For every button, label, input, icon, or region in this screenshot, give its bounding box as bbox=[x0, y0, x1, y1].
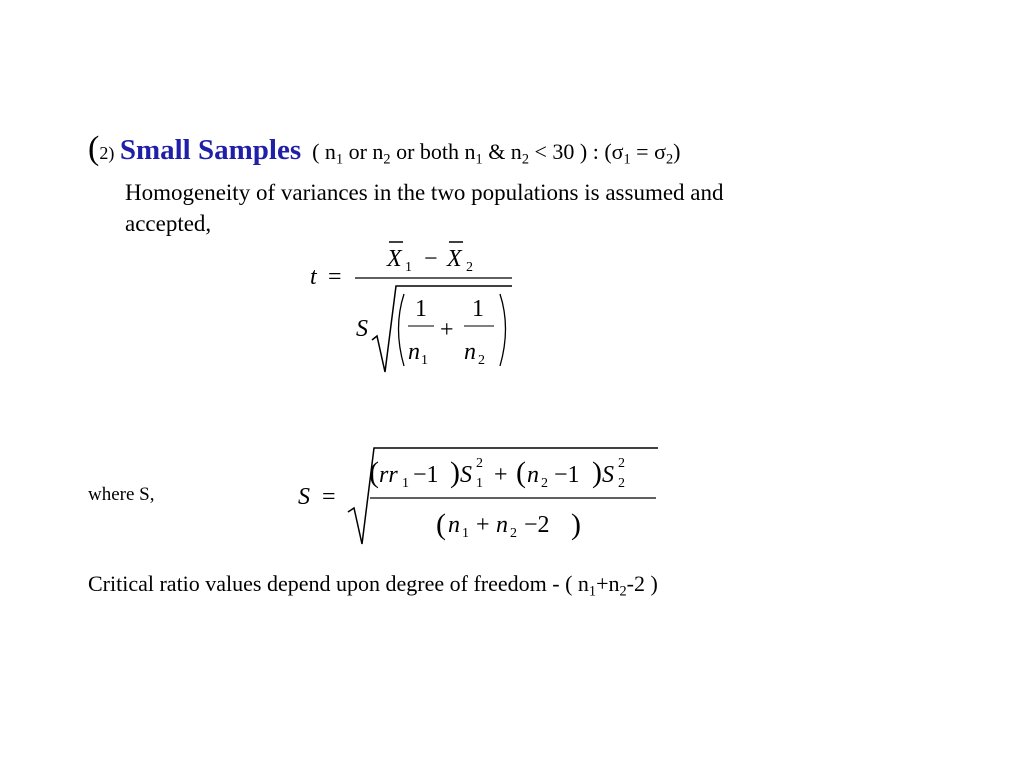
den-n1-subscript: 1 bbox=[462, 526, 469, 541]
frac2-numerator: 1 bbox=[472, 296, 484, 322]
frac2-n: n bbox=[464, 339, 476, 365]
num-minus-one-1: −1 bbox=[413, 462, 439, 488]
num-n2: n bbox=[527, 462, 539, 488]
den-minus-two: −2 bbox=[524, 512, 550, 538]
x1-subscript: 1 bbox=[405, 260, 412, 275]
x2-subscript: 2 bbox=[466, 260, 473, 275]
num-rr-subscript: 1 bbox=[402, 476, 409, 491]
t-equals: = bbox=[328, 264, 342, 290]
num-s2-sup: 2 bbox=[618, 456, 625, 471]
x1-symbol: X bbox=[387, 246, 402, 272]
num-s1-sub: 1 bbox=[476, 476, 483, 491]
right-paren bbox=[500, 294, 506, 366]
num-open-paren-2: ( bbox=[516, 456, 526, 489]
pooled-s-symbol: S bbox=[356, 316, 368, 342]
num-s1-sup: 2 bbox=[476, 456, 483, 471]
num-s2: S bbox=[602, 462, 614, 488]
inner-plus: + bbox=[440, 317, 454, 343]
description-line-2: accepted, bbox=[125, 211, 212, 236]
where-label: where S, bbox=[88, 484, 155, 505]
sample-condition: ( $n_1$ or $n_2$ or both $n_1$ & $n_2 < 30$ ) : $(\sigma_1 = \sigma_2)$ bbox=[312, 139, 681, 168]
x2-symbol: X bbox=[447, 246, 462, 272]
num-plus: + bbox=[494, 462, 508, 488]
numerator-minus: − bbox=[424, 246, 438, 272]
num-s2-sub: 2 bbox=[618, 476, 625, 491]
open-paren: ( bbox=[88, 130, 100, 167]
den-open-paren: ( bbox=[436, 508, 446, 541]
num-s1: S bbox=[460, 462, 472, 488]
den-n1: n bbox=[448, 512, 460, 538]
left-paren bbox=[399, 294, 405, 366]
frac1-numerator: 1 bbox=[415, 296, 427, 322]
den-n2-subscript: 2 bbox=[510, 526, 517, 541]
den-close-paren: ) bbox=[571, 508, 581, 541]
t-symbol: t bbox=[310, 264, 317, 290]
num-rr: rr bbox=[379, 462, 398, 488]
num-close-paren-1: ) bbox=[450, 456, 460, 489]
num-minus-one-2: −1 bbox=[554, 462, 580, 488]
frac2-subscript: 2 bbox=[478, 353, 485, 368]
critical-ratio-note: Critical ratio values depend upon degree of freedom - ( $n_1+n_2-2$ ) bbox=[88, 571, 658, 600]
den-n2: n bbox=[496, 512, 508, 538]
den-plus: + bbox=[476, 512, 490, 538]
s-equals: = bbox=[322, 484, 336, 510]
t-statistic-formula bbox=[300, 232, 530, 382]
description-line-1: Homogeneity of variances in the two populations is assumed and bbox=[125, 180, 724, 205]
section-number: 2) bbox=[99, 143, 115, 163]
num-n2-subscript: 2 bbox=[541, 476, 548, 491]
section-heading bbox=[88, 132, 680, 166]
num-open-paren-1: ( bbox=[369, 456, 379, 489]
section-title: Small Samples bbox=[119, 134, 302, 166]
frac1-n: n bbox=[408, 339, 420, 365]
s-lhs-symbol: S bbox=[298, 484, 310, 510]
frac1-subscript: 1 bbox=[421, 353, 428, 368]
pooled-sd-formula bbox=[290, 440, 670, 552]
num-close-paren-2: ) bbox=[592, 456, 602, 489]
